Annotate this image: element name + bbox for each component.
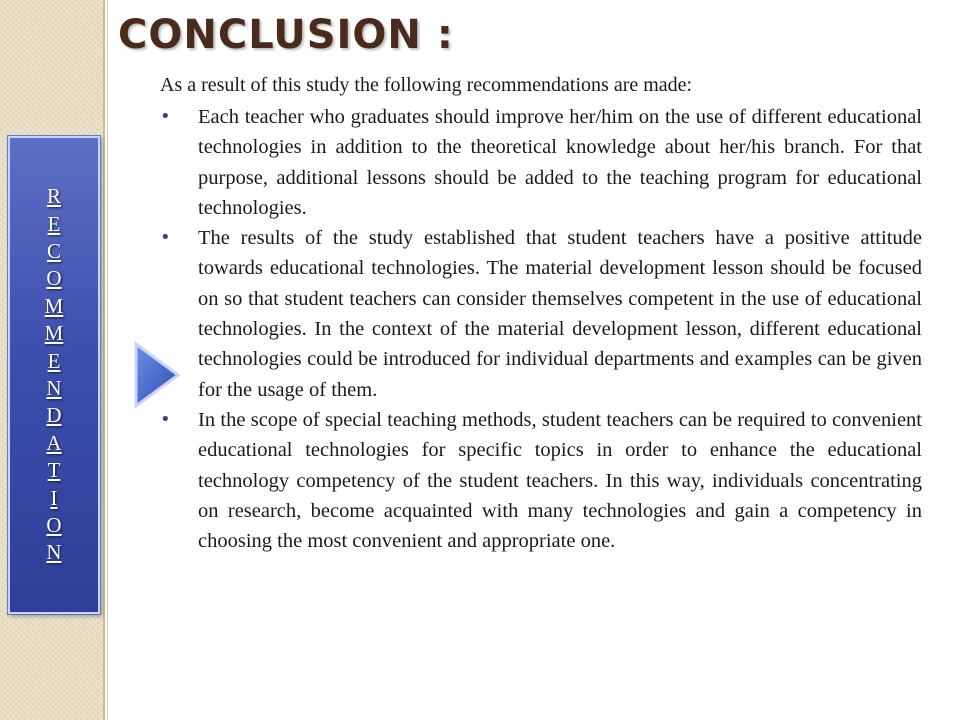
banner-letters (45, 183, 64, 567)
list-item (160, 405, 922, 556)
divider-line (107, 0, 108, 720)
bullet-marker: • (160, 227, 171, 249)
banner-letter: T (47, 458, 61, 483)
banner-letter: M (44, 321, 64, 346)
banner-letter: C (46, 238, 61, 263)
list-item-text: In the scope of special teaching methods, student teachers can be required to convenient educational technologies for specific topics in order to enhance the educational technology competency of the student teachers. In this way, individuals concentrating on research, become acquainted with many technologies and gain a competency in choosing the most convenient and appropriate one. (198, 408, 922, 553)
recommendation-banner (8, 136, 100, 614)
divider-line (103, 0, 105, 720)
recommendation-list (160, 102, 922, 556)
banner-letter: N (46, 376, 62, 400)
list-item (160, 102, 922, 223)
banner-letter: R (46, 184, 61, 209)
banner-letter: A (46, 430, 62, 455)
list-item (160, 223, 922, 405)
banner-letter: I (50, 485, 58, 510)
banner-letter: N (46, 540, 62, 565)
banner-letter: E (47, 348, 61, 373)
banner-letter: D (46, 403, 62, 428)
slide-title: CONCLUSION : (118, 12, 454, 58)
bullet-marker: • (160, 408, 171, 430)
banner-letter: E (47, 211, 61, 236)
banner-letter: M (44, 293, 64, 318)
list-item-text: Each teacher who graduates should improve her/him on the use of different educational technologies in addition to the theoretical knowledge about her/his branch. For that purpose, additional lessons should be added to the teaching program for educational technologies. (198, 106, 922, 219)
list-item-text: The results of the study established that student teachers have a positive attitude towards educational technologies. The material development lesson should be focused on so that student teachers can consider themselves competent in the use of educational technologies. In the context of the material development lesson, different educational technologies could be introduced for individual departments and examples can be given for the usage of them. (198, 227, 922, 401)
banner-letter: O (46, 266, 62, 291)
banner-letter: O (46, 513, 62, 538)
bullet-marker: • (160, 106, 171, 127)
intro-text: As a result of this study the following recommendations are made: (160, 74, 693, 96)
